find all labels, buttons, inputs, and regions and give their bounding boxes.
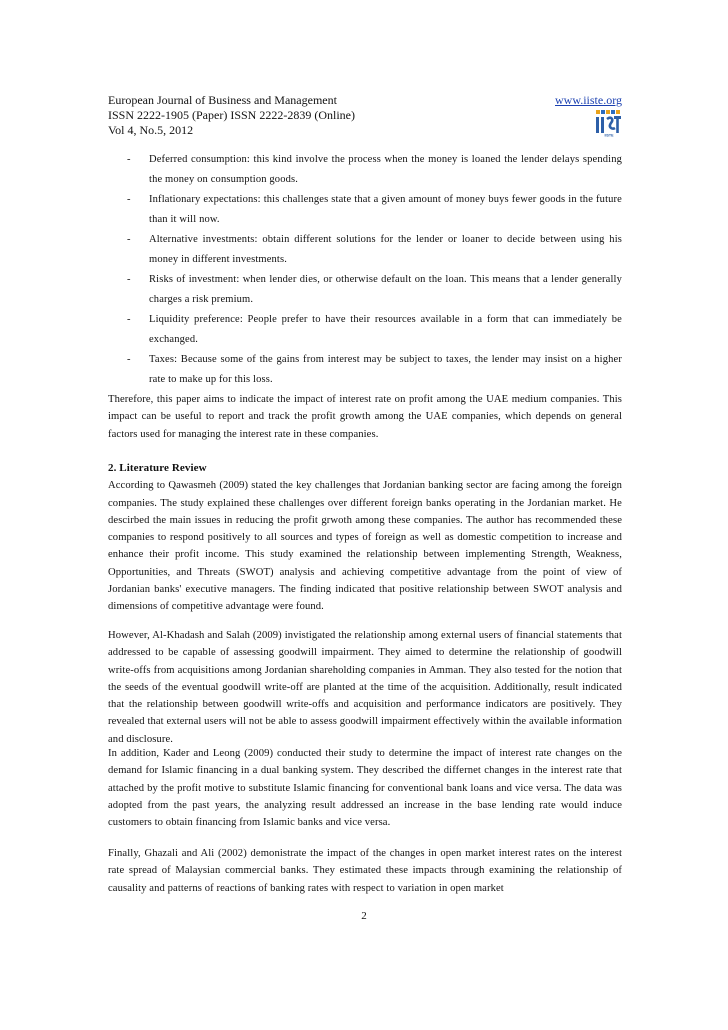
bullet-dash: - — [127, 354, 131, 365]
bullet-dash: - — [127, 314, 131, 325]
literature-paragraph-2: However, Al-Khadash and Salah (2009) invistigated the relationship among external users of financial statements that addressed to be capable of assessing goodwill impairment. They aimed to determine the relationship of goodwill write-offs from acquisitions among Jordanian shareholding companies in Amman. They also tested for the notion that the seeds of the eventual goodwill write-off are planted at the time of the acquisition. Additionally, result indicated that the relationship between goodwill write-offs and acquisition and performance indicators are positively. They revealed that external users will not be able to assess goodwill impairment effectively within the available information and disclosure. — [108, 630, 622, 745]
literature-section-4 — [108, 845, 622, 897]
list-item: - Inflationary expectations: this challenges state that a given amount of money buys fewer goods in the future than it will now. — [108, 190, 622, 230]
list-item: - Deferred consumption: this kind involve the process when the money is loaned the lender delays spending the money on consumption goods. — [108, 150, 622, 190]
literature-section-3 — [108, 745, 622, 831]
interest-factors-list — [108, 150, 622, 390]
literature-section-2 — [108, 627, 622, 748]
journal-title: European Journal of Business and Management — [108, 93, 337, 107]
literature-paragraph-4: Finally, Ghazali and Ali (2002) demonistrate the impact of the changes in open market interest rates on the interest rate spread of Malaysian commercial banks. They estimated these impacts through examining the relationship of causality and patterns of reactions of banking rates with respect to variation in open market — [108, 848, 622, 894]
logo-wordmark: IISTE — [604, 133, 614, 137]
journal-url-link[interactable]: www.iiste.org — [555, 93, 622, 107]
literature-paragraph-1: According to Qawasmeh (2009) stated the key challenges that Jordanian banking sector are facing among the foreign companies. The study explained these challenges over different foreign banks operating in the Jordanian market. He descirbed the main issues in reducing the profit grwoth among these companies. The author has recommended these companies to respond positively to all sources and types of foreign as well as domestic competition to increase and enhance their profit income. This study examined the relationship between implementing Strength, Weakness, Opportunities, and Threats (SWOT) analysis and achieving competitive advantage from the point of view of Jordanian banks' executive managers. The finding indicated that positive relationship between SWOT analysis and dimensions of competitive advantage were found. — [108, 480, 622, 613]
volume-line: Vol 4, No.5, 2012 — [108, 123, 194, 137]
list-item: - Alternative investments: obtain different solutions for the lender or loaner to decide between using his money in different investments. — [108, 230, 622, 270]
page-number: 2 — [361, 910, 367, 922]
intro-section — [108, 391, 622, 443]
iiste-logo — [594, 109, 624, 137]
literature-section — [108, 460, 622, 616]
issn-line: ISSN 2222-1905 (Paper) ISSN 2222-2839 (Online) — [108, 108, 355, 122]
bullet-dash: - — [127, 234, 131, 245]
list-item: - Liquidity preference: People prefer to have their resources available in a form that can immediately be exchanged. — [108, 310, 622, 350]
intro-paragraph: Therefore, this paper aims to indicate the impact of interest rate on profit among the UAE medium companies. This impact can be useful to report and track the profit growth among the UAE companies, which depends on general factors used for managing the interest rate in these companies. — [108, 394, 622, 440]
list-item: - Risks of investment: when lender dies, or otherwise default on the loan. This means that a lender generally charges a risk premium. — [108, 270, 622, 310]
bullet-dash: - — [127, 274, 131, 285]
bullet-dash: - — [127, 194, 131, 205]
literature-paragraph-3: In addition, Kader and Leong (2009) conducted their study to determine the impact of interest rate changes on the demand for Islamic financing in a dual banking system. They described the differnet changes in the interest rate that attached by the profit motive to substitute Islamic financing for conventional bank loans and vice versa. The data was adopted from the past years, the analyzing result addressed an increase in the base lending rate would induce customers to obtain financing from Islamic banks and vice versa. — [108, 748, 622, 829]
section-heading: 2. Literature Review — [108, 462, 207, 474]
list-item: - Taxes: Because some of the gains from interest may be subject to taxes, the lender may insist on a higher rate to make up for this loss. — [108, 350, 622, 390]
journal-header — [108, 93, 622, 138]
bullet-dash: - — [127, 154, 131, 165]
